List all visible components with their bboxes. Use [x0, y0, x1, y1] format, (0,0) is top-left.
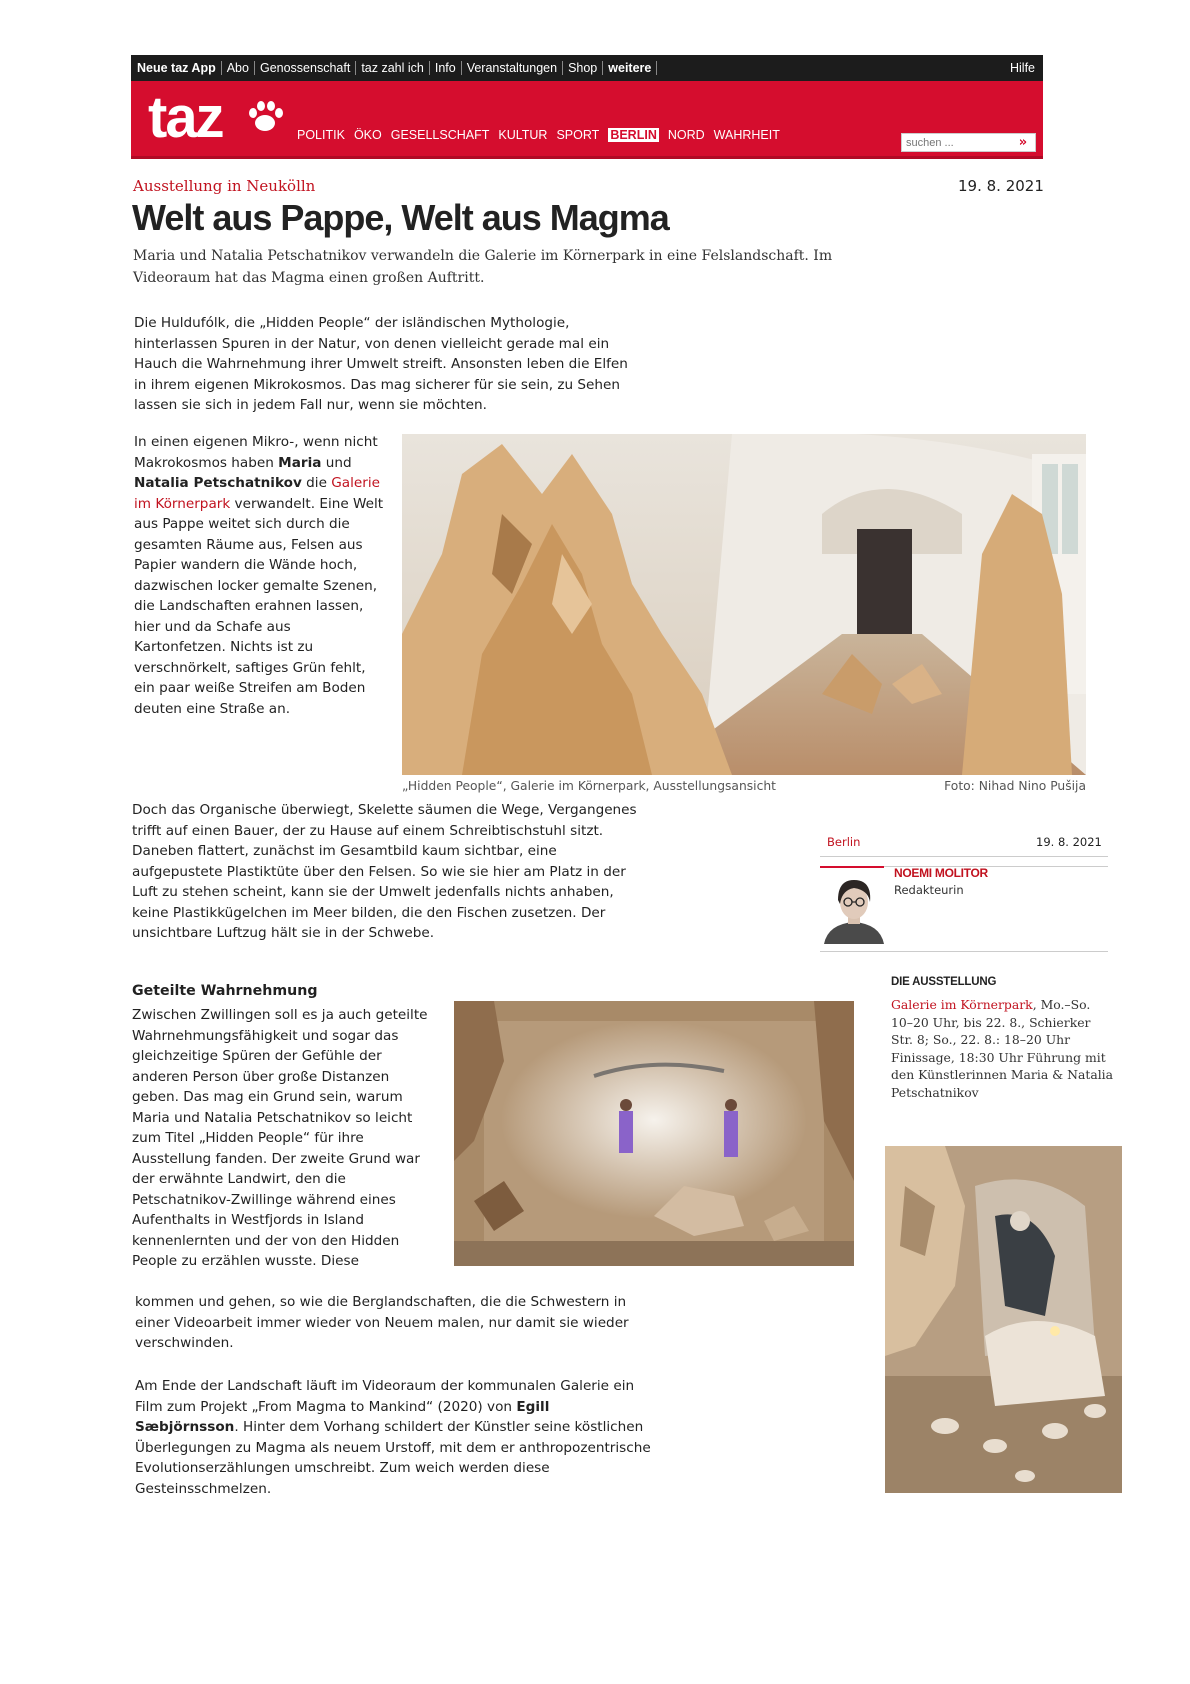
article-headline: Welt aus Pappe, Welt aus Magma: [132, 197, 669, 238]
p2-text-d: die: [301, 475, 332, 491]
exhibition-photo-twins[interactable]: [454, 1001, 854, 1266]
nav-nord[interactable]: NORD: [667, 128, 705, 142]
link-genossenschaft[interactable]: Genossenschaft: [255, 61, 356, 75]
paragraph-5: kommen und gehen, so wie die Berglandschaften, die die Schwestern in einer Videoarbeit immer wieder von Neuem malen, nur damit sie wieder verschwinden.: [135, 1294, 629, 1351]
p2-text-c: und: [321, 454, 352, 471]
article-kicker: Ausstellung in Neukölln: [133, 177, 316, 195]
info-galerie-link[interactable]: Galerie im Körnerpark: [891, 997, 1033, 1012]
sheep-illustration: [885, 1146, 1122, 1493]
author-avatar[interactable]: [818, 872, 890, 944]
search-submit-icon[interactable]: »: [1018, 135, 1028, 150]
nav-wahrheit[interactable]: WAHRHEIT: [713, 128, 780, 142]
photo-credit: Foto: Nihad Nino Pušija: [944, 779, 1086, 793]
p2-bold-natalia: Natalia Petschatnikov: [134, 475, 302, 491]
nav-sport[interactable]: SPORT: [556, 128, 600, 142]
link-taz-zahl-ich[interactable]: taz zahl ich: [356, 61, 430, 75]
link-shop[interactable]: Shop: [563, 61, 603, 75]
divider: [820, 951, 1108, 952]
info-box-text: [891, 996, 1116, 1101]
author-role: Redakteurin: [894, 883, 964, 897]
subheading-geteilte-wahrnehmung: Geteilte Wahrnehmung: [132, 983, 318, 999]
info-box-title: DIE AUSSTELLUNG: [891, 976, 997, 988]
corridor-illustration: [402, 434, 1086, 775]
sidebar-date: 19. 8. 2021: [1036, 835, 1102, 849]
galerie-link[interactable]: Galerie im Körnerpark: [134, 475, 380, 512]
caption-text: „Hidden People“, Galerie im Körnerpark, Ausstellungsansicht: [402, 779, 776, 793]
p6-text-a: Am Ende der Landschaft läuft im Videoraum der kommunalen Galerie ein Film zum Projekt „From Magma to Mankind“ (2020) von: [135, 1378, 635, 1415]
exhibition-photo-corridor[interactable]: [402, 434, 1086, 775]
search-box: [901, 133, 1036, 152]
article-lead: Maria und Natalia Petschatnikov verwandeln die Galerie im Körnerpark in eine Felslandschaft. Im Videoraum hat das Magma einen großen Auftritt.: [133, 248, 833, 286]
sidebar-section[interactable]: Berlin: [827, 835, 861, 849]
paw-logo-icon: [245, 97, 285, 137]
twins-illustration: [454, 1001, 854, 1266]
paragraph-1: Die Huldufólk, die „Hidden People“ der isländischen Mythologie, hinterlassen Spuren in der Natur, von denen vielleicht gerade mal ein Hauch die Wahrnehmung ihrer Umwelt streift. Ansonsten leben die Elfen in ihrem eigenen Mikrokosmos. Das mag sicherer für sie sein, zu Sehen lassen sie sich in jedem Fall nur, wenn sie möchten.: [134, 315, 628, 413]
p2-text-e: verwandelt. Eine Welt aus Pappe weitet sich durch die gesamten Räume aus, Felsen aus Papier wandern die Wände hoch, dazwischen locker gemalte Szenen, die Landschaften erahnen lassen, hier und da Schafe aus Kartonfetzen. Nichts ist zu verschnörkelt, saftiges Grün fehlt, ein paar weiße Streifen am Boden deuten eine Straße an.: [134, 495, 384, 717]
link-weitere[interactable]: weitere: [603, 61, 657, 75]
photo-caption-1: [402, 779, 1086, 793]
paragraph-2: [134, 432, 384, 719]
nav-kultur[interactable]: KULTUR: [498, 128, 548, 142]
paragraph-4: Zwischen Zwillingen soll es ja auch geteilte Wahrnehmungsfähigkeit und sogar das gleichzeitige Spüren der Gefühle der anderen Person über große Distanzen geben. Das mag ein Grund sein, warum Maria und Natalia Petschatnikov so leicht zum Titel „Hidden People“ für ihre Ausstellung fanden. Der zweite Grund war der erwähnte Landwirt, den die Petschatnikov-Zwillinge während eines Aufenthalts in Westfjords in Island kennenlernten und der von den Hidden People zu erzählen wusste. Diese: [132, 1007, 428, 1269]
accent-divider: [820, 866, 884, 868]
p2-bold-maria: Maria: [278, 454, 322, 471]
link-info[interactable]: Info: [430, 61, 462, 75]
exhibition-photo-sheep[interactable]: [885, 1146, 1122, 1493]
service-links: [135, 55, 657, 81]
nav-berlin[interactable]: BERLIN: [610, 128, 657, 142]
link-neue-taz-app[interactable]: Neue taz App: [135, 61, 222, 75]
link-abo[interactable]: Abo: [222, 61, 255, 75]
site-header: [131, 81, 1043, 159]
p2-text-a: In einen eigenen Mikro-, wenn nicht Makrokosmos haben: [134, 434, 378, 471]
paragraph-6: [135, 1376, 655, 1499]
author-name[interactable]: NOEMI MOLITOR: [894, 866, 988, 880]
help-link[interactable]: Hilfe: [1009, 61, 1035, 75]
nav-gesellschaft[interactable]: GESELLSCHAFT: [390, 128, 490, 142]
nav-politik[interactable]: POLITIK: [297, 128, 345, 142]
main-nav: [297, 128, 789, 142]
paragraph-3: Doch das Organische überwiegt, Skelette säumen die Wege, Vergangenes trifft auf einen Bauer, der zu Hause auf einem Schreibtischstuhl sitzt. Daneben flattert, zunächst im Gesamtbild kaum sichtbar, eine aufgepustete Plastiktüte über den Felsen. So wie sie hier am Platz in der Luft zu stehen scheint, kann sie der Umwelt jedenfalls nichts anhaben, keine Plastikkügelchen im Meer bilden, die den Fischen zusetzen. Der unsichtbare Luftzug hält sie in der Schwebe.: [132, 802, 637, 941]
article-date: 19. 8. 2021: [958, 177, 1044, 195]
p6-text-c: . Hinter dem Vorhang schildert der Künstler seine köstlichen Überlegungen zu Magma als neuem Urstoff, mit dem er anthropozentrische Evolutionserzählungen umschreibt. Zum weich werden diese Gesteinsschmelzen.: [135, 1419, 651, 1497]
info-details: , Mo.–So. 10–20 Uhr, bis 22. 8., Schierker Str. 8; So., 22. 8.: 18–20 Uhr Finissage, 18:30 Uhr Führung mit den Künstlerinnen Maria & Natalia Petschatnikov: [891, 997, 1114, 1100]
author-portrait-icon: [818, 872, 890, 944]
service-bar: [131, 55, 1043, 81]
divider: [820, 856, 1108, 857]
link-veranstaltungen[interactable]: Veranstaltungen: [462, 61, 563, 75]
search-input[interactable]: [906, 135, 1006, 150]
taz-logo[interactable]: taz: [148, 85, 223, 150]
nav-oeko[interactable]: ÖKO: [353, 128, 382, 142]
p6-bold-artist: Egill Sæbjörnsson: [135, 1398, 550, 1435]
